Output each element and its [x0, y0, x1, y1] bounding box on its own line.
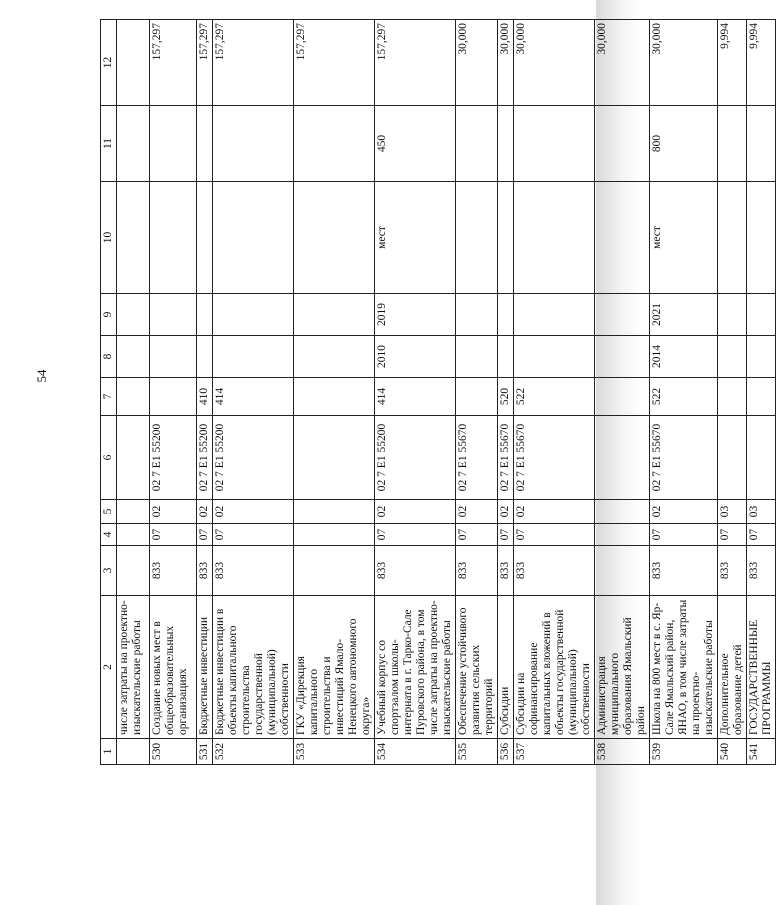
code-csr — [294, 416, 375, 500]
year-start — [294, 336, 375, 378]
row-name: Создание новых мест в общеобразовательных организациях — [150, 596, 197, 739]
budget-table — [100, 19, 776, 765]
code-razdel: 07 — [197, 524, 213, 546]
capacity — [197, 106, 213, 182]
table-row — [747, 20, 776, 765]
code-csr: 02 7 E1 55200 — [150, 416, 197, 500]
capacity — [595, 106, 650, 182]
capacity — [747, 106, 776, 182]
row-name: Обеспечение устойчивого развития сельских территорий — [456, 596, 498, 739]
year-end — [747, 294, 776, 336]
code-podrazdel: 02 — [213, 500, 294, 524]
unit — [514, 182, 595, 294]
code-podrazdel: 02 — [514, 500, 595, 524]
row-name: ГКУ «Дирекция капитального строительства и инвестиций Ямало-Ненецкого автономного округа» — [294, 596, 375, 739]
row-number: 540 — [718, 739, 747, 765]
unit: мест — [650, 182, 718, 294]
table-row — [650, 20, 718, 765]
code-glava — [294, 546, 375, 596]
amount — [117, 20, 150, 106]
year-start — [498, 336, 514, 378]
header-cell-11: 11 — [101, 106, 117, 182]
table-row — [294, 20, 375, 765]
row-name: Бюджетные инвестиции — [197, 596, 213, 739]
capacity: 800 — [650, 106, 718, 182]
code-podrazdel: 02 — [375, 500, 456, 524]
year-end — [718, 294, 747, 336]
row-name: числе затраты на проектно-изыскательские работы — [117, 596, 150, 739]
amount: 30,000 — [498, 20, 514, 106]
table-row — [197, 20, 213, 765]
code-csr: 02 7 E1 55200 — [197, 416, 213, 500]
row-number: 532 — [213, 739, 294, 765]
code-glava: 833 — [498, 546, 514, 596]
code-podrazdel — [117, 500, 150, 524]
code-glava: 833 — [650, 546, 718, 596]
code-csr — [747, 416, 776, 500]
unit — [456, 182, 498, 294]
year-end — [514, 294, 595, 336]
table-row — [213, 20, 294, 765]
code-vr: 410 — [197, 378, 213, 416]
table-row — [375, 20, 456, 765]
header-cell-4: 4 — [101, 524, 117, 546]
code-podrazdel: 02 — [498, 500, 514, 524]
table-row — [117, 20, 150, 765]
row-number: 533 — [294, 739, 375, 765]
row-number: 534 — [375, 739, 456, 765]
row-name: Субсидии — [498, 596, 514, 739]
unit — [150, 182, 197, 294]
year-end — [498, 294, 514, 336]
amount: 157,297 — [197, 20, 213, 106]
header-cell-10: 10 — [101, 182, 117, 294]
code-razdel — [294, 524, 375, 546]
code-podrazdel: 03 — [718, 500, 747, 524]
year-end — [456, 294, 498, 336]
year-end — [294, 294, 375, 336]
code-razdel: 07 — [456, 524, 498, 546]
header-cell-9: 9 — [101, 294, 117, 336]
header-cell-2: 2 — [101, 596, 117, 739]
capacity: 450 — [375, 106, 456, 182]
table-row — [718, 20, 747, 765]
unit — [294, 182, 375, 294]
code-glava: 833 — [514, 546, 595, 596]
row-number — [117, 739, 150, 765]
row-name: Учебный корпус со спортзалом школы-интерната в г. Тарко-Сале Пуровского района, в том числе затраты на проектно-изыскательские работы — [375, 596, 456, 739]
code-csr — [595, 416, 650, 500]
unit — [197, 182, 213, 294]
year-start — [197, 336, 213, 378]
capacity — [498, 106, 514, 182]
code-glava: 833 — [375, 546, 456, 596]
year-start: 2010 — [375, 336, 456, 378]
code-csr — [117, 416, 150, 500]
unit — [595, 182, 650, 294]
code-csr: 02 7 E1 55670 — [498, 416, 514, 500]
row-name: Дополнительное образование детей — [718, 596, 747, 739]
row-number: 541 — [747, 739, 776, 765]
code-glava: 833 — [150, 546, 197, 596]
amount: 30,000 — [514, 20, 595, 106]
code-glava: 833 — [197, 546, 213, 596]
year-start — [456, 336, 498, 378]
row-number: 536 — [498, 739, 514, 765]
year-start: 2014 — [650, 336, 718, 378]
year-start — [747, 336, 776, 378]
code-razdel: 07 — [718, 524, 747, 546]
table-row — [150, 20, 197, 765]
year-start — [150, 336, 197, 378]
header-cell-8: 8 — [101, 336, 117, 378]
code-csr: 02 7 E1 55670 — [456, 416, 498, 500]
code-podrazdel — [595, 500, 650, 524]
code-podrazdel: 02 — [650, 500, 718, 524]
row-number: 537 — [514, 739, 595, 765]
year-start — [213, 336, 294, 378]
code-vr — [150, 378, 197, 416]
year-end: 2021 — [650, 294, 718, 336]
header-cell-3: 3 — [101, 546, 117, 596]
row-name: ГОСУДАРСТВЕННЫЕ ПРОГРАММЫ — [747, 596, 776, 739]
capacity — [456, 106, 498, 182]
header-cell-12: 12 — [101, 20, 117, 106]
code-vr — [747, 378, 776, 416]
code-vr — [718, 378, 747, 416]
header-cell-7: 7 — [101, 378, 117, 416]
amount: 157,297 — [213, 20, 294, 106]
header-cell-5: 5 — [101, 500, 117, 524]
code-glava — [595, 546, 650, 596]
budget-table-rotated — [100, 20, 773, 765]
amount: 157,297 — [150, 20, 197, 106]
amount: 9,994 — [747, 20, 776, 106]
code-vr: 522 — [650, 378, 718, 416]
unit — [718, 182, 747, 294]
unit — [747, 182, 776, 294]
code-razdel: 07 — [498, 524, 514, 546]
code-glava: 833 — [456, 546, 498, 596]
code-csr — [718, 416, 747, 500]
code-podrazdel — [294, 500, 375, 524]
table-row — [498, 20, 514, 765]
code-glava: 833 — [747, 546, 776, 596]
year-end — [595, 294, 650, 336]
code-razdel — [595, 524, 650, 546]
table-row — [456, 20, 498, 765]
code-csr: 02 7 E1 55670 — [514, 416, 595, 500]
row-number: 530 — [150, 739, 197, 765]
code-glava: 833 — [718, 546, 747, 596]
code-podrazdel: 02 — [150, 500, 197, 524]
capacity — [213, 106, 294, 182]
year-end — [150, 294, 197, 336]
code-csr: 02 7 E1 55670 — [650, 416, 718, 500]
code-razdel: 07 — [375, 524, 456, 546]
table-row — [595, 20, 650, 765]
capacity — [514, 106, 595, 182]
capacity — [117, 106, 150, 182]
row-number: 531 — [197, 739, 213, 765]
code-vr: 414 — [213, 378, 294, 416]
code-csr: 02 7 E1 55200 — [213, 416, 294, 500]
unit: мест — [375, 182, 456, 294]
table-row — [514, 20, 595, 765]
capacity — [150, 106, 197, 182]
page-number: 54 — [34, 369, 49, 383]
row-number: 539 — [650, 739, 718, 765]
code-csr: 02 7 E1 55200 — [375, 416, 456, 500]
amount: 9,994 — [718, 20, 747, 106]
year-start — [718, 336, 747, 378]
code-razdel: 07 — [213, 524, 294, 546]
header-cell-6: 6 — [101, 416, 117, 500]
code-vr — [456, 378, 498, 416]
row-number: 538 — [595, 739, 650, 765]
year-end — [213, 294, 294, 336]
row-name: Администрация муниципального образования Ямальский район — [595, 596, 650, 739]
year-start — [514, 336, 595, 378]
code-razdel: 07 — [150, 524, 197, 546]
amount: 30,000 — [595, 20, 650, 106]
code-razdel: 07 — [650, 524, 718, 546]
amount: 157,297 — [375, 20, 456, 106]
unit — [117, 182, 150, 294]
code-glava — [117, 546, 150, 596]
capacity — [294, 106, 375, 182]
code-podrazdel: 02 — [456, 500, 498, 524]
row-name: Бюджетные инвестиции в объекты капитального строительства государственной (муниципальной) собственности — [213, 596, 294, 739]
code-vr: 414 — [375, 378, 456, 416]
row-number: 535 — [456, 739, 498, 765]
code-razdel: 07 — [747, 524, 776, 546]
year-start — [595, 336, 650, 378]
code-podrazdel: 02 — [197, 500, 213, 524]
code-vr — [595, 378, 650, 416]
header-cell-1: 1 — [101, 739, 117, 765]
code-glava: 833 — [213, 546, 294, 596]
unit — [213, 182, 294, 294]
year-start — [117, 336, 150, 378]
row-name: Субсидии на софинансирование капитальных вложений в объекты государственной (муниципальной) собственности — [514, 596, 595, 739]
row-name: Школа на 800 мест в с. Яр-Сале Ямальский район, ЯНАО, в том числе затраты на проектно-изыскательские работы — [650, 596, 718, 739]
code-vr: 522 — [514, 378, 595, 416]
code-vr — [294, 378, 375, 416]
code-podrazdel: 03 — [747, 500, 776, 524]
amount: 30,000 — [650, 20, 718, 106]
code-vr — [117, 378, 150, 416]
unit — [498, 182, 514, 294]
year-end — [197, 294, 213, 336]
amount: 157,297 — [294, 20, 375, 106]
year-end — [117, 294, 150, 336]
amount: 30,000 — [456, 20, 498, 106]
header-row — [101, 20, 117, 765]
code-razdel — [117, 524, 150, 546]
year-end: 2019 — [375, 294, 456, 336]
capacity — [718, 106, 747, 182]
code-razdel: 07 — [514, 524, 595, 546]
code-vr: 520 — [498, 378, 514, 416]
